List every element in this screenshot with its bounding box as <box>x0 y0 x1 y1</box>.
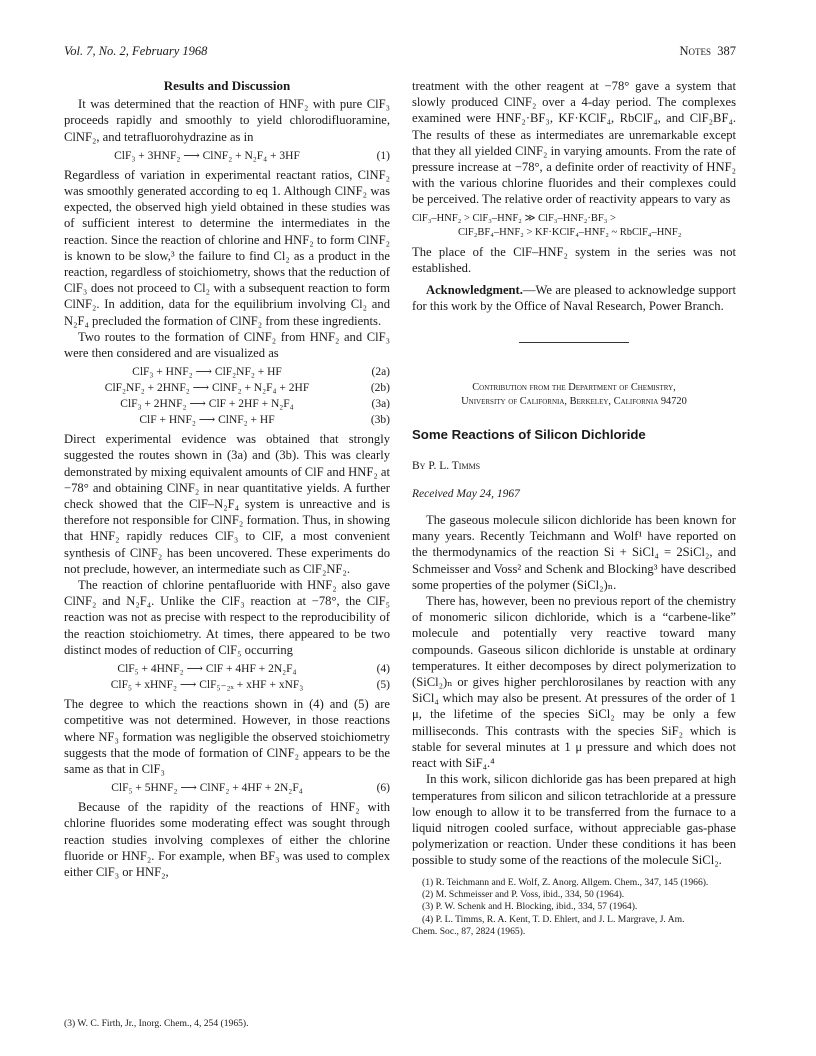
left-footnote: (3) W. C. Firth, Jr., Inorg. Chem., 4, 254 (1965). <box>64 1018 249 1029</box>
footnote: (3) P. W. Schenk and H. Blocking, ibid., 334, 57 (1964). <box>422 901 638 913</box>
equation-block <box>64 661 390 693</box>
page-number: 387 <box>717 44 736 58</box>
equation-number: (4) <box>376 663 390 676</box>
received-date: Received May 24, 1967 <box>412 487 520 500</box>
equation-expression: ClF₅ + 4HNF₂ ⟶ ClF + 4HF + 2N₂F₄ <box>117 663 297 676</box>
equation <box>64 148 390 164</box>
paragraph: The reaction of chlorine pentafluoride with HNF₂ also gave ClNF₂ and N₂F₄. Unlike the ClF₃ reaction at −78°, the ClF₅ reaction was not as precise with respect to the reproducibility of the reaction stoichiometry. At times, there appeared to be two distinct modes of reduction of ClF₅ occurring <box>64 578 390 657</box>
equation-number: (2a) <box>371 366 390 379</box>
paragraph: It was determined that the reaction of HNF₂ with pure ClF₃ proceeds rapidly and smoothly to yield chlorodifluoramine, ClNF₂, and tetrafluorohydrazine as in <box>64 97 390 144</box>
acknowledgment-text: —We are pleased to acknowledge support for this work by the Office of Naval Research, Power Branch. <box>412 283 736 314</box>
equation-block <box>64 148 390 164</box>
paragraph: The place of the ClF–HNF₂ system in the series was not established. <box>412 244 736 275</box>
article-title: Some Reactions of Silicon Dichloride <box>412 427 646 443</box>
paragraph: The gaseous molecule silicon dichloride has been known for many years. Recently Teichmann and Wolf¹ have reported on the thermodynamics of the reaction Si + SiCl₄ = 2SiCl₂, and Schmeisser and Voss² and Schenk and Blocking³ have described some properties of the polymer (SiCl₂)ₙ. <box>412 513 736 592</box>
running-head <box>64 44 736 62</box>
paragraph: In this work, silicon dichloride gas has been prepared at high temperatures from silicon and silicon tetrachloride at a pressure low enough to allow it to be transferred from the furnace to a liquid nitrogen cooled surface, without appreciable gas-phase polymerization or reaction. Under these conditions it has been possible to study some of the reactions of the molecule SiCl₂. <box>412 772 736 868</box>
equation-block <box>64 364 390 428</box>
contribution-line: University of California, Berkeley, California 94720 <box>461 396 687 408</box>
reactivity-series <box>412 212 736 240</box>
equation-block <box>64 780 390 796</box>
section-heading: Results and Discussion <box>163 78 291 93</box>
equation-expression: ClF₃ + 2HNF₂ ⟶ ClF + 2HF + N₂F₄ <box>120 398 294 411</box>
acknowledgment-label: Acknowledgment. <box>426 283 523 298</box>
paragraph: Regardless of variation in experimental reactant ratios, ClNF₂ was smoothly generated according to eq 1. Although ClNF₂ was expected, the observed high yield obtained in these studies was of sufficient interest to determine the intermediates in the reaction. Since the reaction of chlorine and HNF₂ to form ClNF₂ is known to be slow,³ the failure to find Cl₂ as a product in the reaction, regardless of stoichiometry, shows that the reduction of ClF₃ does not proceed to Cl₂ with a subsequent reaction to form ClNF₂. In addition, data for the equilibrium involving Cl₂ and N₂F₄ precluded the formation of ClNF₂ from these ingredients. <box>64 167 390 328</box>
right-column <box>412 78 736 939</box>
paragraph: The degree to which the reactions shown in (4) and (5) are competitive was not determined. However, in those reactions where NF₃ formation was negligible the observed stoichiometry suggests that the mode of formation of ClNF₂ appears to be the same as that in ClF₃ <box>64 697 390 776</box>
equation-number: (1) <box>376 149 390 162</box>
equation-expression: ClF₅ + 5HNF₂ ⟶ ClNF₂ + 4HF + 2N₂F₄ <box>111 782 303 795</box>
equation-number: (2b) <box>370 382 390 395</box>
equation-expression: ClF₃ + HNF₂ ⟶ ClF₂NF₂ + HF <box>132 366 282 379</box>
byline: By P. L. Timms <box>412 459 481 472</box>
contribution-affiliation <box>412 381 736 409</box>
equation-number: (3a) <box>371 398 390 411</box>
equation-expression: ClF₂NF₂ + 2HNF₂ ⟶ ClNF₂ + N₂F₄ + 2HF <box>104 382 310 395</box>
footnotes <box>412 877 736 939</box>
footnote: (2) M. Schmeisser and P. Voss, ibid., 334, 50 (1964). <box>422 888 625 900</box>
equation <box>64 396 390 412</box>
contribution-line: Contribution from the Department of Chemistry, <box>472 382 676 394</box>
equation <box>64 661 390 677</box>
paragraph: Two routes to the formation of ClNF₂ from HNF₂ and ClF₃ were then considered and are visualized as <box>64 329 390 361</box>
equation-number: (3b) <box>370 414 390 427</box>
paragraph: There has, however, been no previous report of the chemistry of monomeric silicon dichloride, which is a “carbene-like” molecule and potentially very reactive toward many compounds. Gaseous silicon dichloride is unstable at ordinary temperatures. It either decomposes by direct polymerization to (SiCl₂)ₙ or gives higher perchlorosilanes by reaction with any SiCl₄ which may also be present. At pressures of the order of 1 μ, the lifetime of the species SiCl₂ may be only a few milliseconds. This contrasts with the species SiF₂ which is stable for several minutes at 1 μ pressure and which does not react with SiF₄.⁴ <box>412 594 736 771</box>
equation-expression: ClF₃ + 3HNF₂ ⟶ ClNF₂ + N₂F₄ + 3HF <box>114 149 300 162</box>
equation <box>64 780 390 796</box>
footnote: (1) R. Teichmann and E. Wolf, Z. Anorg. Allgem. Chem., 347, 145 (1966). <box>422 876 709 888</box>
reactivity-series-line: ClF₂BF₄–HNF₂ > KF·KClF₄–HNF₂ ~ RbClF₄–HNF₂ <box>458 226 682 238</box>
article-separator <box>519 342 629 343</box>
paragraph: Direct experimental evidence was obtained that strongly suggested the routes shown in (3a) and (3b). This was clearly demonstrated by mixing equivalent amounts of ClF and HNF₂ at −78° and obtaining ClNF₂ in near quantitative yields. A further check showed that the ClF–N₂F₄ system is unreactive and is therefore not responsible for ClNF₂ formation. Thus, in showing that HNF₂ rapidly reduces ClF₃ to ClF, a most convenient synthesis of ClNF₂ has been uncovered. These experiments do not preclude, however, an intermediate such as ClF₂NF₂. <box>64 432 390 576</box>
equation-number: (6) <box>376 782 390 795</box>
equation-expression: ClF₅ + xHNF₂ ⟶ ClF₅₋₂ₓ + xHF + xNF₃ <box>110 679 304 692</box>
journal-volume-issue: Vol. 7, No. 2, February 1968 <box>64 44 208 58</box>
paragraph: treatment with the other reagent at −78° gave a system that slowly produced ClNF₂ over a 4-day period. The complexes examined were HNF₂·BF₃, KF·KClF₄, RbClF₄, and ClF₂BF₄. The results of these as intermediates are unremarkable except that they all yielded ClNF₂ in varying amounts. From the rate of pressure increase at −78°, a definite order of reactivity of HNF₂ with the various chlorine fluorides and their complexes could be perceived. The relative order of reactivity appears to vary as <box>412 79 736 207</box>
footnote-continuation: Chem. Soc., 87, 2824 (1965). <box>412 926 526 938</box>
equation <box>64 380 390 396</box>
equation <box>64 412 390 428</box>
left-column <box>64 78 390 880</box>
equation <box>64 364 390 380</box>
acknowledgment <box>412 282 736 314</box>
footnote: (4) P. L. Timms, R. A. Kent, T. D. Ehlert, and J. L. Margrave, J. Am. <box>422 913 685 925</box>
equation-number: (5) <box>376 679 390 692</box>
reactivity-series-line: ClF₃–HNF₂ > ClF₃–HNF₂ ≫ ClF₃–HNF₂·BF₃ > <box>412 212 616 224</box>
paragraph: Because of the rapidity of the reactions of HNF₂ with chlorine fluorides some moderating effect was sought through reaction studies involving complexes of either the chlorine fluoride or HNF₂. For example, when BF₃ was used to complex either ClF₃ or HNF₂, <box>64 800 390 879</box>
equation <box>64 677 390 693</box>
equation-expression: ClF + HNF₂ ⟶ ClNF₂ + HF <box>139 414 275 427</box>
section-and-page <box>679 44 736 59</box>
section-label: Notes <box>679 44 711 58</box>
